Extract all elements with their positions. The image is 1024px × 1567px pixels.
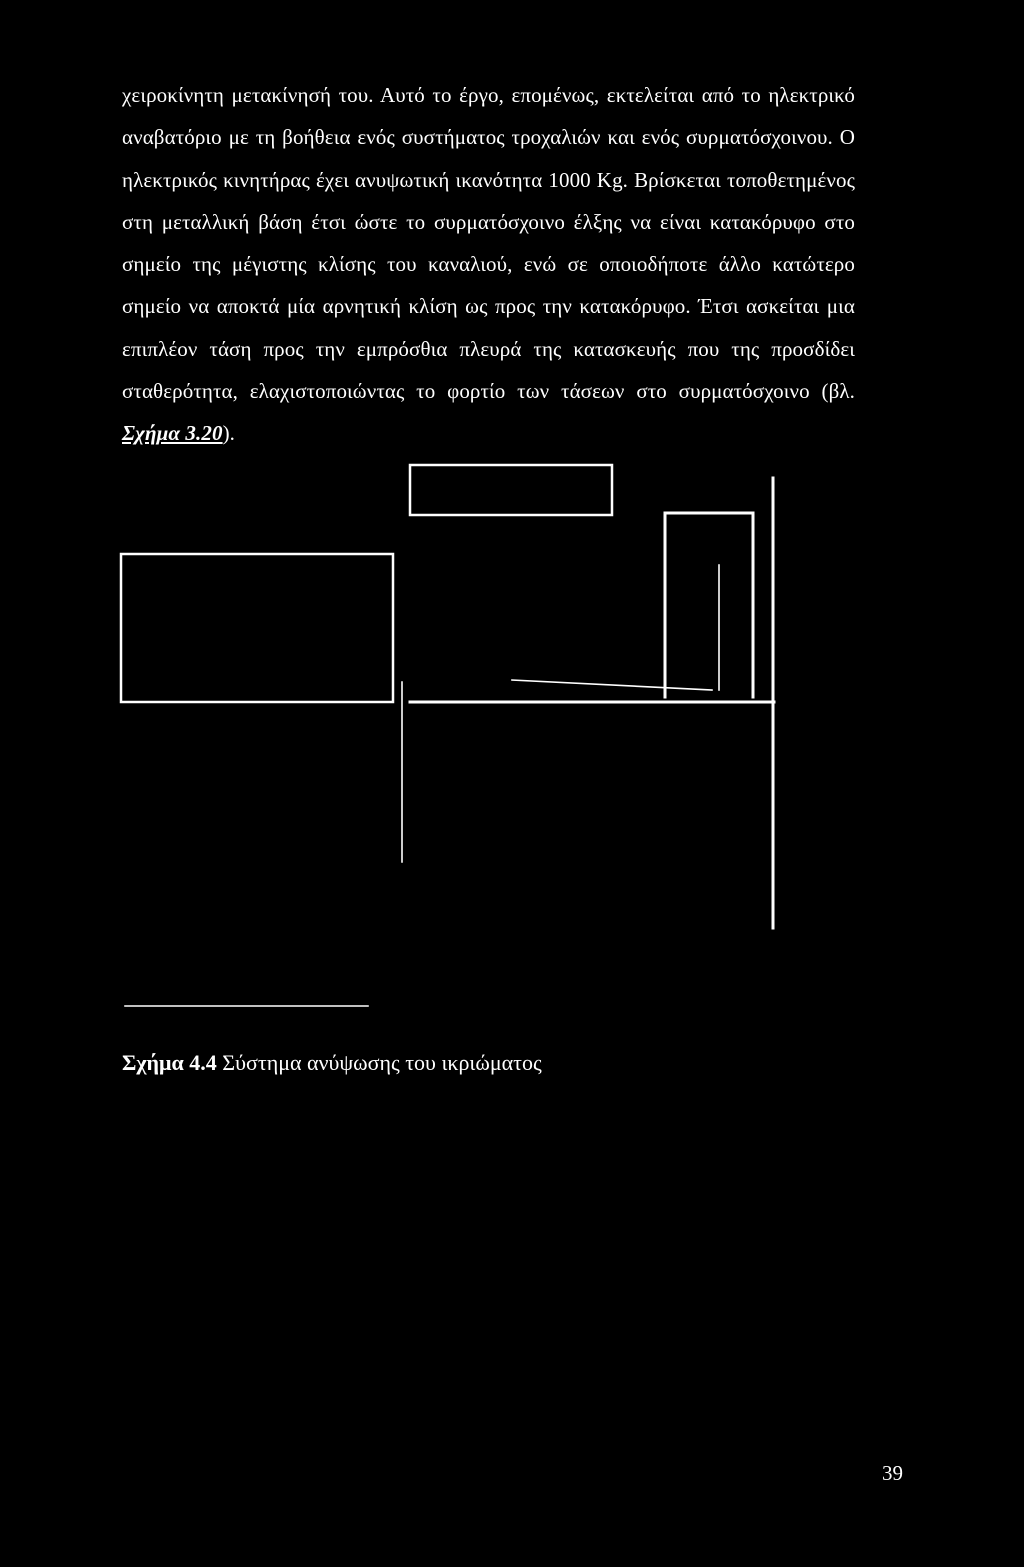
page-number: 39 bbox=[882, 1461, 903, 1485]
figure-reference: Σχήμα 3.20 bbox=[122, 421, 223, 446]
pulling-cable bbox=[512, 680, 712, 690]
caption-label: Σχήμα 4.4 bbox=[122, 1050, 217, 1075]
tower-frame bbox=[665, 513, 753, 697]
caption-text: Σύστημα ανύψωσης του ικριώματος bbox=[222, 1050, 542, 1075]
body-text: χειροκίνητη μετακίνησή του. Αυτό το έργο, επομένως, εκτελείται από το ηλεκτρικό αναβατόριο με τη βοήθεια ενός συστήματος τροχαλιών και ενός συρματόσχοινου. Ο ηλεκτρικός κινητήρας έχει ανυψωτική ικανότητα 1000 Kg. Βρίσκεται τοποθετημένος στη μεταλλική βάση έτσι ώστε το συρματόσχοινο έλξης να είναι κατακόρυφο στο σημείο της μέγιστης κλίσης του καναλιού, ενώ σε οποιοδήποτε άλλο κατώτερο σημείο να αποκτά μία αρνητική κλίση ως προς την κατακόρυφο. Έτσι ασκείται μια επιπλέον τάση προς την εμπρόσθια πλευρά της κατασκευής που της προσδίδει σταθερότητα, ελαχιστοποιώντας το φορτίο των τάσεων στο συρματόσχοινο (βλ. bbox=[122, 83, 855, 404]
figure-caption bbox=[122, 1043, 542, 1083]
motor-box bbox=[410, 465, 612, 515]
body-text-end: ). bbox=[222, 421, 236, 446]
base-platform bbox=[121, 554, 393, 702]
